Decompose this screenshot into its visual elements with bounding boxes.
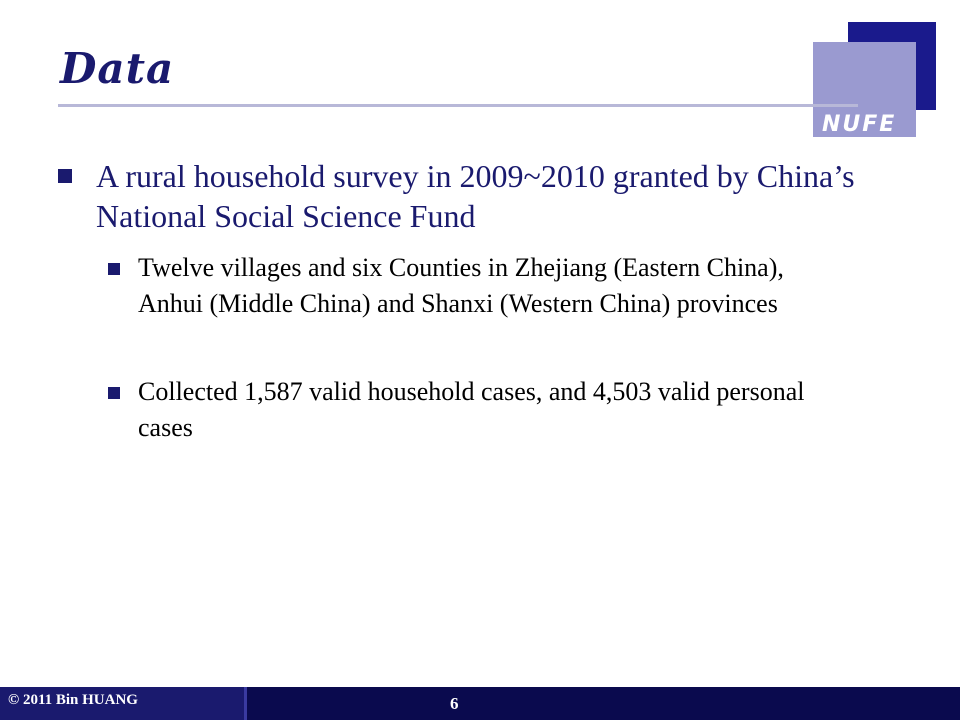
slide-title: Data xyxy=(60,44,175,93)
page-number: 6 xyxy=(450,694,459,713)
square-bullet-icon xyxy=(58,169,72,183)
bullet-text: A rural household survey in 2009~2010 granted by China’s National Social Science Fund xyxy=(96,158,855,234)
sub-bullet-text: Collected 1,587 valid household cases, and 4,503 valid personal cases xyxy=(138,377,805,442)
title-underline xyxy=(58,104,858,107)
square-bullet-icon xyxy=(108,263,120,275)
footer-right-panel xyxy=(246,687,960,720)
sub-bullet-item xyxy=(108,250,848,322)
footer-divider xyxy=(244,687,247,720)
bullet-item xyxy=(58,156,858,236)
logo-text: NUFE xyxy=(822,112,897,137)
copyright-text: © 2011 Bin HUANG xyxy=(8,692,138,708)
sub-bullet-text: Twelve villages and six Counties in Zhejiang (Eastern China), Anhui (Middle China) and Shanxi (Western China) provinces xyxy=(138,253,784,318)
sub-bullet-item xyxy=(108,374,848,446)
square-bullet-icon xyxy=(108,387,120,399)
